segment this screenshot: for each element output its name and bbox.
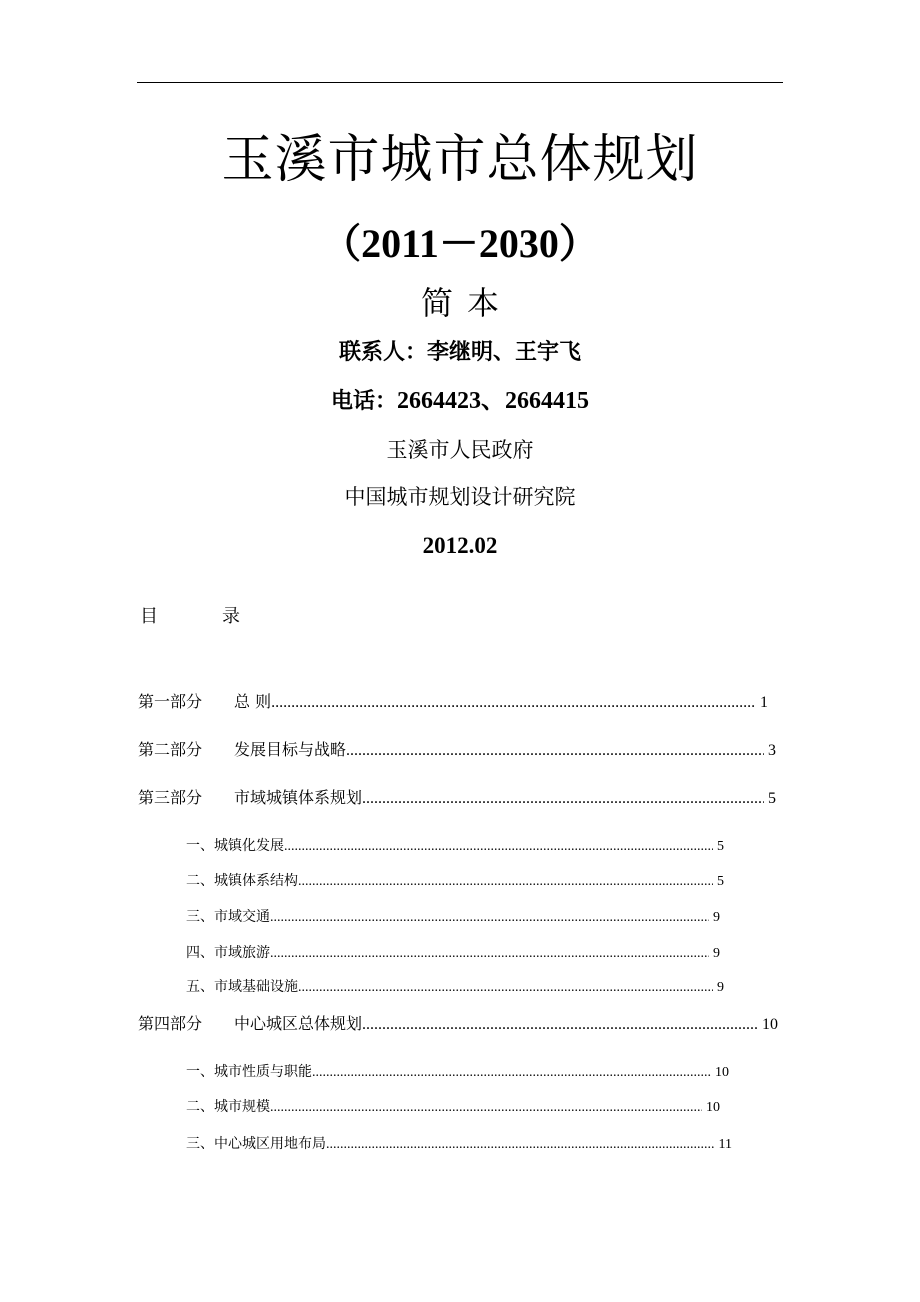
toc-leader-dots [271,691,756,715]
toc-subentry[interactable] [186,871,724,892]
toc-page-number: 3 [768,742,776,759]
toc-subentry[interactable] [186,836,724,857]
toc-part-number: 第四部分 [138,1014,203,1033]
toc-entry-label: 总 则 [234,692,272,711]
issuing-organization: 玉溪市人民政府 [386,438,534,462]
toc-heading [140,604,240,630]
toc-leader-dots [298,872,713,892]
toc-entry-label: 五、市域基础设施 [186,979,298,995]
header-rule [137,82,783,83]
toc-entry[interactable] [138,690,768,715]
toc-page-number: 5 [717,839,724,854]
toc-subentry[interactable] [186,1097,720,1118]
toc-subentry[interactable] [186,907,720,928]
toc-page-number: 11 [718,1137,732,1152]
toc-leader-dots [326,1135,715,1155]
toc-page-number: 1 [760,694,768,711]
toc-entry[interactable] [138,1012,778,1037]
toc-entry-label: 一、城镇化发展 [186,838,284,854]
toc-part-number: 第二部分 [138,740,203,759]
toc-subentry[interactable] [186,1134,732,1155]
toc-leader-dots [270,1098,702,1118]
toc-leader-dots [270,944,709,964]
toc-page-number: 5 [768,790,776,807]
toc-heading-left: 目 [140,606,158,627]
toc-page-number: 9 [713,910,720,925]
toc-subentry[interactable] [186,1062,729,1083]
toc-heading-right: 录 [222,606,240,627]
publication-date: 2012.02 [422,533,498,558]
toc-subentry[interactable] [186,943,720,964]
plan-period: （2011－2030） [321,221,599,266]
toc-part-number: 第三部分 [138,788,203,807]
toc-leader-dots [312,1063,711,1083]
toc-entry-label: 二、城市规模 [186,1099,270,1115]
document-title: 玉溪市城市总体规划 [221,130,699,190]
toc-entry[interactable] [138,786,776,811]
toc-entry-label: 三、中心城区用地布局 [186,1136,326,1152]
toc-entry-label: 中心城区总体规划 [234,1014,363,1033]
toc-leader-dots [362,1013,758,1037]
toc-page-number: 10 [715,1065,729,1080]
toc-entry-label: 发展目标与战略 [234,740,347,759]
toc-entry-label: 市域城镇体系规划 [234,788,363,807]
toc-page-number: 9 [713,946,720,961]
toc-entry-label: 二、城镇体系结构 [186,873,298,889]
contact-persons: 联系人：李继明、王宇飞 [338,340,581,365]
toc-leader-dots [298,978,713,998]
contact-phone [0,384,920,419]
toc-subentry[interactable] [186,977,724,998]
toc-leader-dots [362,787,764,811]
toc-page-number: 9 [717,980,724,995]
toc-entry-label: 三、市域交通 [186,909,270,925]
phone-numbers: 2664423、2664415 [397,388,589,414]
preparing-organization: 中国城市规划设计研究院 [344,485,576,509]
toc-entry[interactable] [138,738,776,763]
toc-leader-dots [346,739,764,763]
toc-leader-dots [284,837,713,857]
document-subtitle: 简本 [420,284,513,322]
phone-label: 电话： [330,389,397,414]
toc-page-number: 5 [717,874,724,889]
toc-entry-label: 一、城市性质与职能 [186,1064,312,1080]
toc-leader-dots [270,908,709,928]
toc-entry-label: 四、市域旅游 [186,945,270,961]
toc-part-number: 第一部分 [138,692,203,711]
toc-page-number: 10 [706,1100,720,1115]
toc-page-number: 10 [762,1016,778,1033]
